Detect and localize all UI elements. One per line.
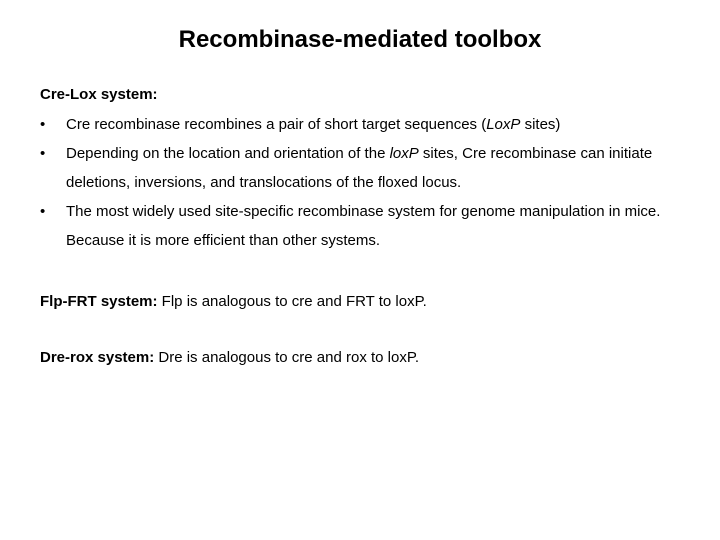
slide-title: Recombinase-mediated toolbox [178, 26, 542, 53]
bullet-marker: • [40, 145, 46, 162]
bullet-marker: • [40, 116, 46, 133]
loxp-term: loxP [389, 145, 419, 162]
bullet-text: sites) [520, 116, 561, 133]
dre-rox-text: Dre is analogous to cre and rox to loxP. [154, 349, 420, 366]
bullet-item [40, 139, 690, 197]
bullet-text: Depending on the location and orientation of the [66, 145, 390, 162]
bullet-text: sites, Cre recombinase can initiate deletions, inversions, and translocations of the floxed locus. [66, 145, 653, 191]
bullet-marker: • [40, 203, 46, 220]
bullet-text: The most widely used site-specific recombinase system for genome manipulation in mice. Because it is more efficient than other systems. [66, 203, 661, 249]
dre-rox-paragraph [40, 347, 690, 369]
flp-frt-paragraph [40, 291, 690, 313]
flp-frt-text: Flp is analogous to cre and FRT to loxP. [157, 293, 427, 310]
dre-rox-label: Dre-rox system: [40, 349, 155, 366]
bullet-text: Cre recombinase recombines a pair of short target sequences ( [66, 116, 487, 133]
loxp-term: LoxP [486, 116, 521, 133]
cre-lox-heading: Cre-Lox system: [40, 86, 158, 103]
cre-lox-bullet-list [40, 110, 690, 255]
bullet-item [40, 197, 690, 255]
flp-frt-label: Flp-FRT system: [40, 293, 158, 310]
bullet-item [40, 110, 690, 139]
